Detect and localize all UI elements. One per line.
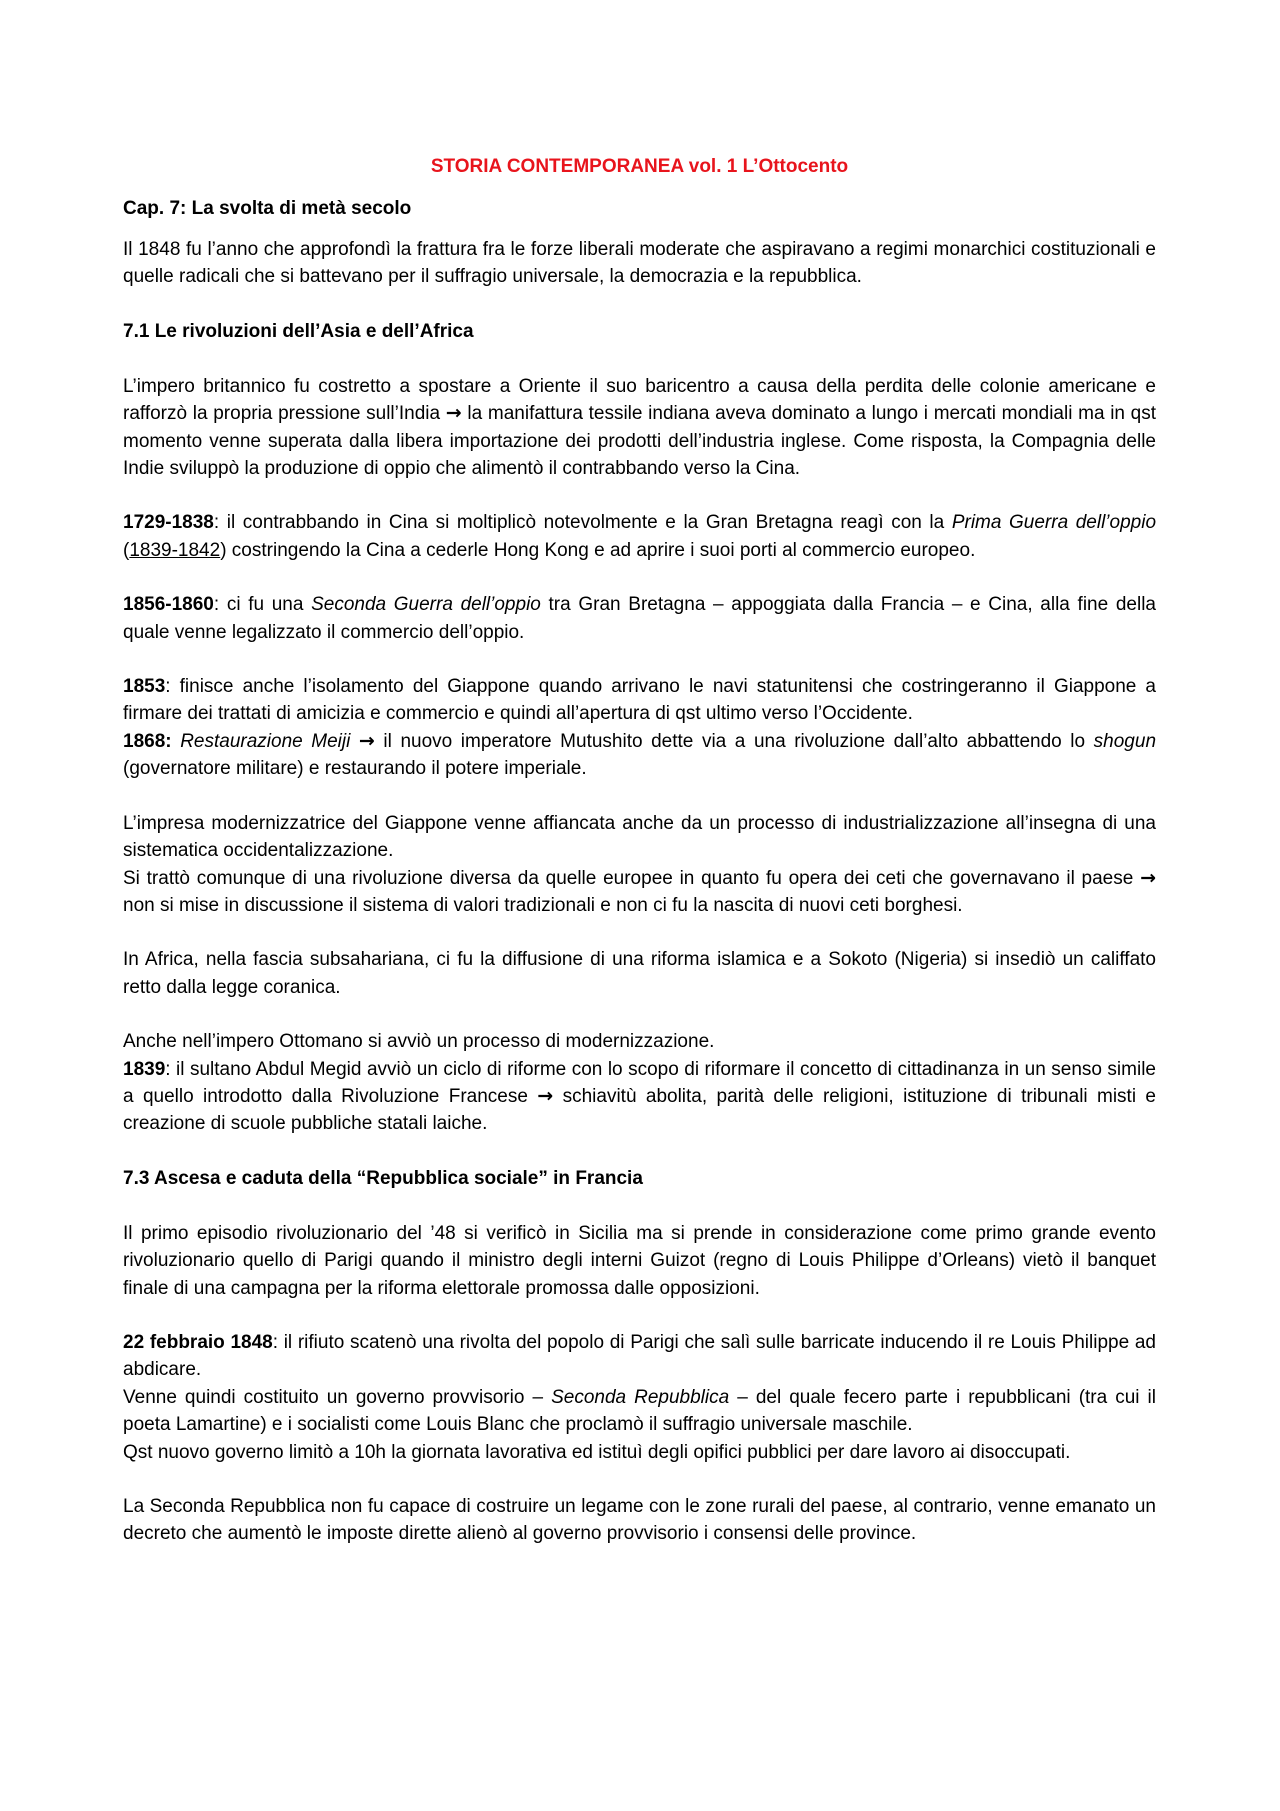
paragraph-japan-opening: 1853: finisce anche l’isolamento del Giappone quando arrivano le navi statunitensi che costringeranno il Giappone a firmare dei trattati di amicizia e commercio e quindi all’apertura di qst ultimo verso l’Occidente. <box>123 676 1156 725</box>
paragraph-paris-revolution: Il primo episodio rivoluzionario del ’48 si verificò in Sicilia ma si prende in considerazione come primo grande evento rivoluzionario quello di Parigi quando il ministro degli interni Guizot (regno di Louis Philippe d’Orleans) vietò il banquet finale di una campagna per la riforma elettorale promossa dalle opposizioni. <box>123 1222 1156 1299</box>
underlined-years: 1839-1842 <box>129 539 221 561</box>
arrow-right-icon: → <box>358 729 375 752</box>
paragraph-ottoman-reforms: 1839: il sultano Abdul Megid avviò un ciclo di riforme con lo scopo di riformare il concetto di cittadinanza in un senso simile a quello introdotto dalla Rivoluzione Francese → schiavitù abolita, parità delle religioni, istituzione di tribunali misti e creazione di scuole pubbliche statali laiche. <box>123 1058 1156 1135</box>
paragraph-africa: In Africa, nella fascia subsahariana, ci fu la diffusione di una riforma islamica e a Sokoto (Nigeria) si insediò un califfato retto dalla legge coranica. <box>123 949 1156 998</box>
intro-paragraph: Il 1848 fu l’anno che approfondì la frattura fra le forze liberali moderate che aspiravano a regimi monarchici costituzionali e quelle radicali che si battevano per il suffragio universale, la democrazia e la repubblica. <box>123 239 1156 288</box>
date-label: 1839 <box>123 1058 166 1080</box>
paragraph-japan-modernization: L’impresa modernizzatrice del Giappone venne affiancata anche da un processo di industrializzazione all’insegna di una sistematica occidentalizzazione. <box>123 812 1156 862</box>
arrow-right-icon: → <box>537 1084 554 1107</box>
section-heading-7-3: 7.3 Ascesa e caduta della “Repubblica sociale” in Francia <box>123 1167 643 1189</box>
arrow-right-icon: → <box>445 402 462 425</box>
arrow-right-icon: → <box>1140 866 1157 889</box>
section-heading-7-1: 7.1 Le rivoluzioni dell’Asia e dell’Africa <box>123 320 474 342</box>
paragraph-february-1848: 22 febbraio 1848: il rifiuto scatenò una rivolta del popolo di Parigi che salì sulle barricate inducendo il re Louis Philippe ad abdicare. <box>123 1331 1156 1381</box>
paragraph-workday-limit: Qst nuovo governo limitò a 10h la giornata lavorativa ed istituì degli opifici pubblici per dare lavoro ai disoccupati. <box>123 1441 1071 1463</box>
paragraph-japan-revolution: Si trattò comunque di una rivoluzione diversa da quelle europee in quanto fu opera dei ceti che governavano il paese → non si mise in discussione il sistema di valori tradizionali e non ci fu la nascita di nuovi ceti borghesi. <box>123 866 1157 916</box>
paragraph-british-empire: L’impero britannico fu costretto a spostare a Oriente il suo baricentro a causa della perdita delle colonie americane e rafforzò la propria pressione sull’India → la manifattura tessile indiana aveva dominato a lungo i mercati mondiali ma in qst momento venne superata dalla libera importazione dei prodotti dell’industria inglese. Come risposta, la Compagnia delle Indie sviluppò la produzione di oppio che alimentò il contrabbando verso la Cina. <box>123 375 1157 480</box>
date-label: 1856-1860 <box>123 594 214 616</box>
paragraph-second-opium-war: 1856-1860: ci fu una Seconda Guerra dell’oppio tra Gran Bretagna – appoggiata dalla Francia – e Cina, alla fine della quale venne legalizzato il commercio dell’oppio. <box>123 594 1156 643</box>
date-label: 1868 <box>123 730 166 752</box>
paragraph-ottoman: Anche nell’impero Ottomano si avviò un processo di modernizzazione. <box>123 1031 715 1053</box>
paragraph-first-opium-war: 1729-1838: il contrabbando in Cina si moltiplicò notevolmente e la Gran Bretagna reagì con la Prima Guerra dell’oppio (1839-1842) costringendo la Cina a cederle Hong Kong e ad aprire i suoi porti al commercio europeo. <box>123 512 1157 561</box>
date-label: 1853 <box>123 676 166 698</box>
document-title: STORIA CONTEMPORANEA vol. 1 L’Ottocento <box>430 156 849 177</box>
chapter-heading: Cap. 7: La svolta di metà secolo <box>123 198 412 219</box>
paragraph-meiji-restoration: 1868: Restaurazione Meiji → il nuovo imperatore Mutushito dette via a una rivoluzione dall’alto abbattendo lo shogun (governatore militare) e restaurando il potere imperiale. <box>123 729 1157 780</box>
paragraph-second-republic: La Seconda Repubblica non fu capace di costruire un legame con le zone rurali del paese, al contrario, venne emanato un decreto che aumentò le imposte dirette alienò al governo provvisorio i consensi delle province. <box>123 1496 1156 1545</box>
date-label: 22 febbraio 1848 <box>123 1331 273 1353</box>
paragraph-provisional-government: Venne quindi costituito un governo provvisorio – Seconda Repubblica – del quale fecero parte i repubblicani (tra cui il poeta Lamartine) e i socialisti come Louis Blanc che proclamò il suffragio universale maschile. <box>123 1386 1156 1436</box>
date-label: 1729-1838 <box>123 512 214 534</box>
